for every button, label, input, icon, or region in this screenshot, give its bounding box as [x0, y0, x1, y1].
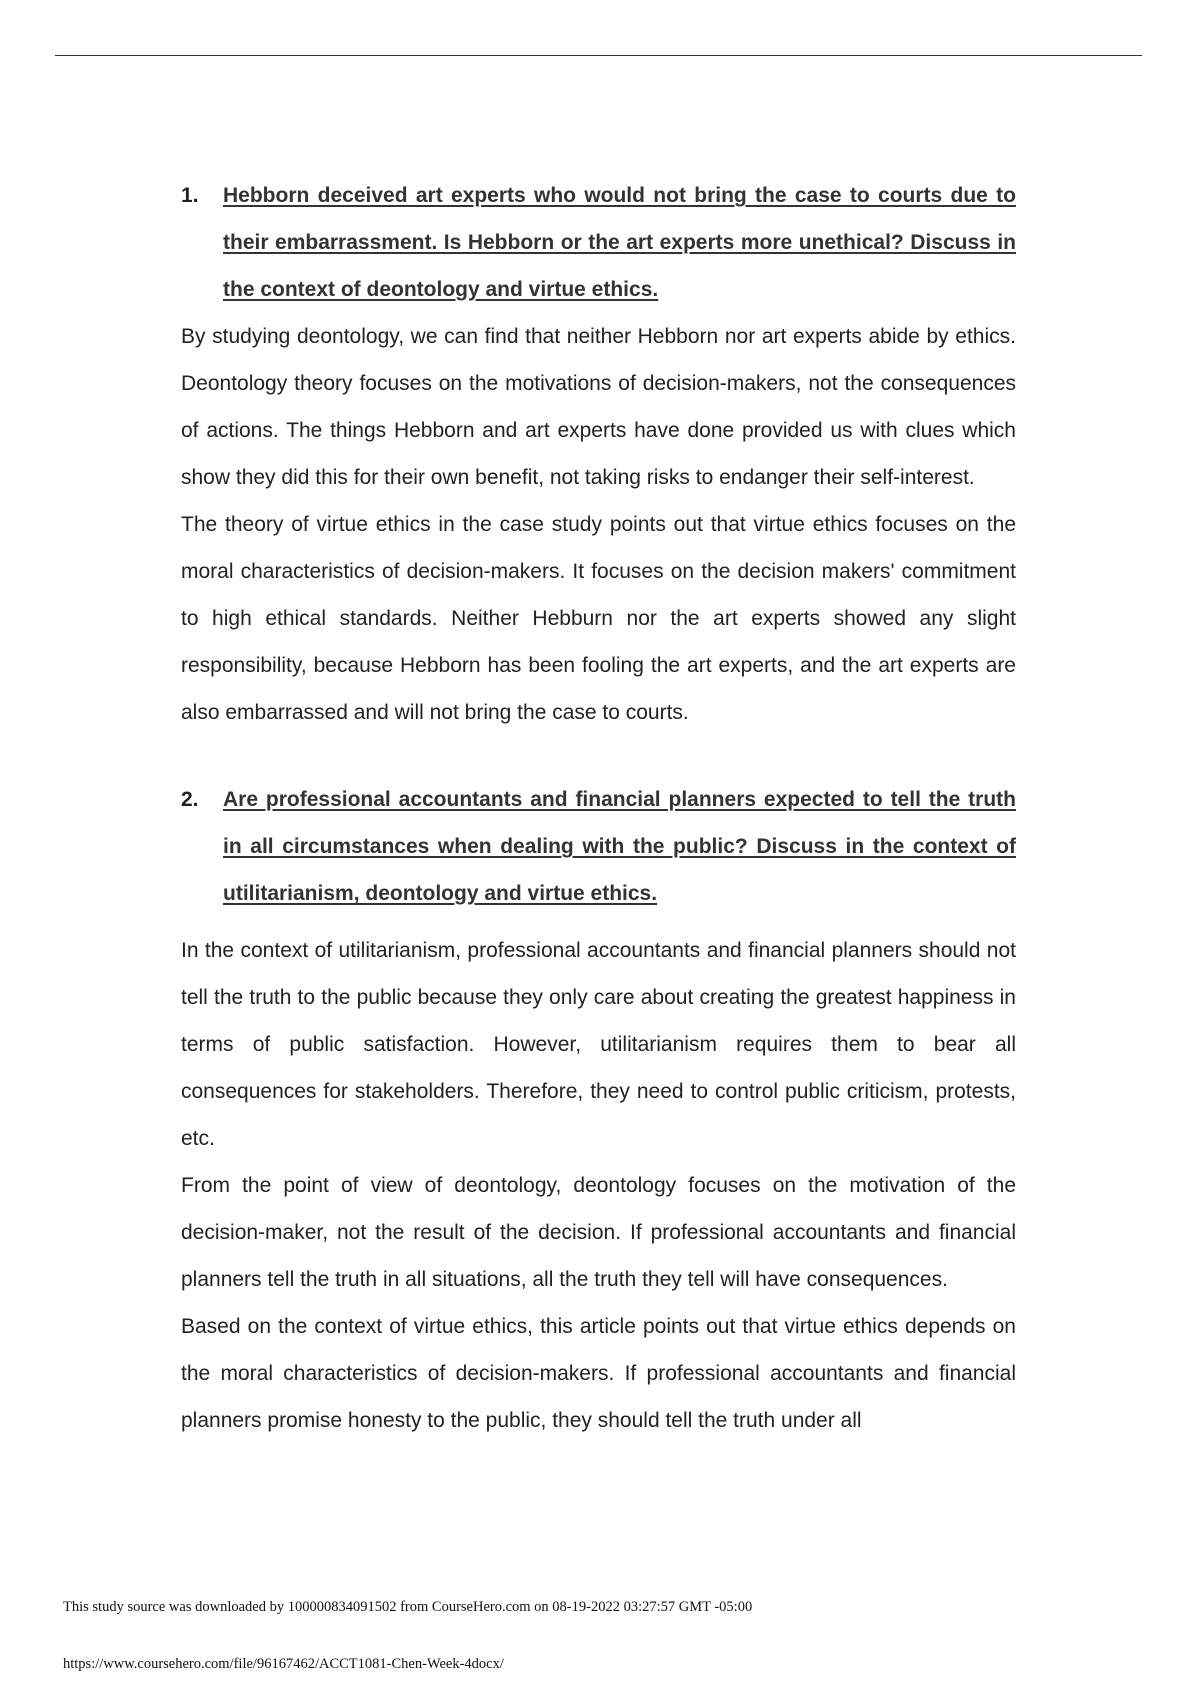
source-url[interactable]: https://www.coursehero.com/file/96167462/ACCT1081-Chen-Week-4docx/ [63, 1656, 504, 1672]
answer-1-paragraph-virtue-ethics: The theory of virtue ethics in the case study points out that virtue ethics focuses on the moral characteristics of decision-makers. It focuses on the decision makers' commitment to high ethical standards. Neither Hebburn nor the art experts showed any slight responsibility, because Hebborn has been fooling the art experts, and the art experts are also embarrassed and will not bring the case to courts. [181, 513, 1016, 724]
answer-2-paragraph-virtue-ethics: Based on the context of virtue ethics, this article points out that virtue ethics depends on the moral characteristics of decision-makers. If professional accountants and financial planners promise honesty to the public, they should tell the truth under all [181, 1315, 1016, 1432]
answer-2-paragraph-deontology: From the point of view of deontology, deontology focuses on the motivation of the decision-maker, not the result of the decision. If professional accountants and financial planners tell the truth in all situations, all the truth they tell will have consequences. [181, 1174, 1016, 1291]
document-body [181, 172, 1016, 1444]
question-2-number: 2. [181, 788, 199, 811]
top-rule [55, 55, 1142, 56]
question-1-number: 1. [181, 184, 199, 207]
question-1-text: Hebborn deceived art experts who would not bring the case to courts due to their embarrassment. Is Hebborn or the art experts more unethical? Discuss in the context of deontology and virtue ethics. [223, 184, 1016, 301]
question-2 [181, 776, 1016, 917]
answer-2-paragraph-utilitarianism: In the context of utilitarianism, professional accountants and financial planners should not tell the truth to the public because they only care about creating the greatest happiness in terms of public satisfaction. However, utilitarianism requires them to bear all consequences for stakeholders. Therefore, they need to control public criticism, protests, etc. [181, 939, 1016, 1150]
question-2-text: Are professional accountants and financial planners expected to tell the truth in all circumstances when dealing with the public? Discuss in the context of utilitarianism, deontology and virtue ethics. [223, 788, 1016, 905]
question-1 [181, 172, 1016, 313]
answer-1-paragraph-deontology: By studying deontology, we can find that neither Hebborn nor art experts abide by ethics. Deontology theory focuses on the motivations of decision-makers, not the consequences of actions. The things Hebborn and art experts have done provided us with clues which show they did this for their own benefit, not taking risks to endanger their self-interest. [181, 325, 1016, 489]
download-notice: This study source was downloaded by 100000834091502 from CourseHero.com on 08-19-2022 03:27:57 GMT -05:00 [63, 1599, 753, 1615]
